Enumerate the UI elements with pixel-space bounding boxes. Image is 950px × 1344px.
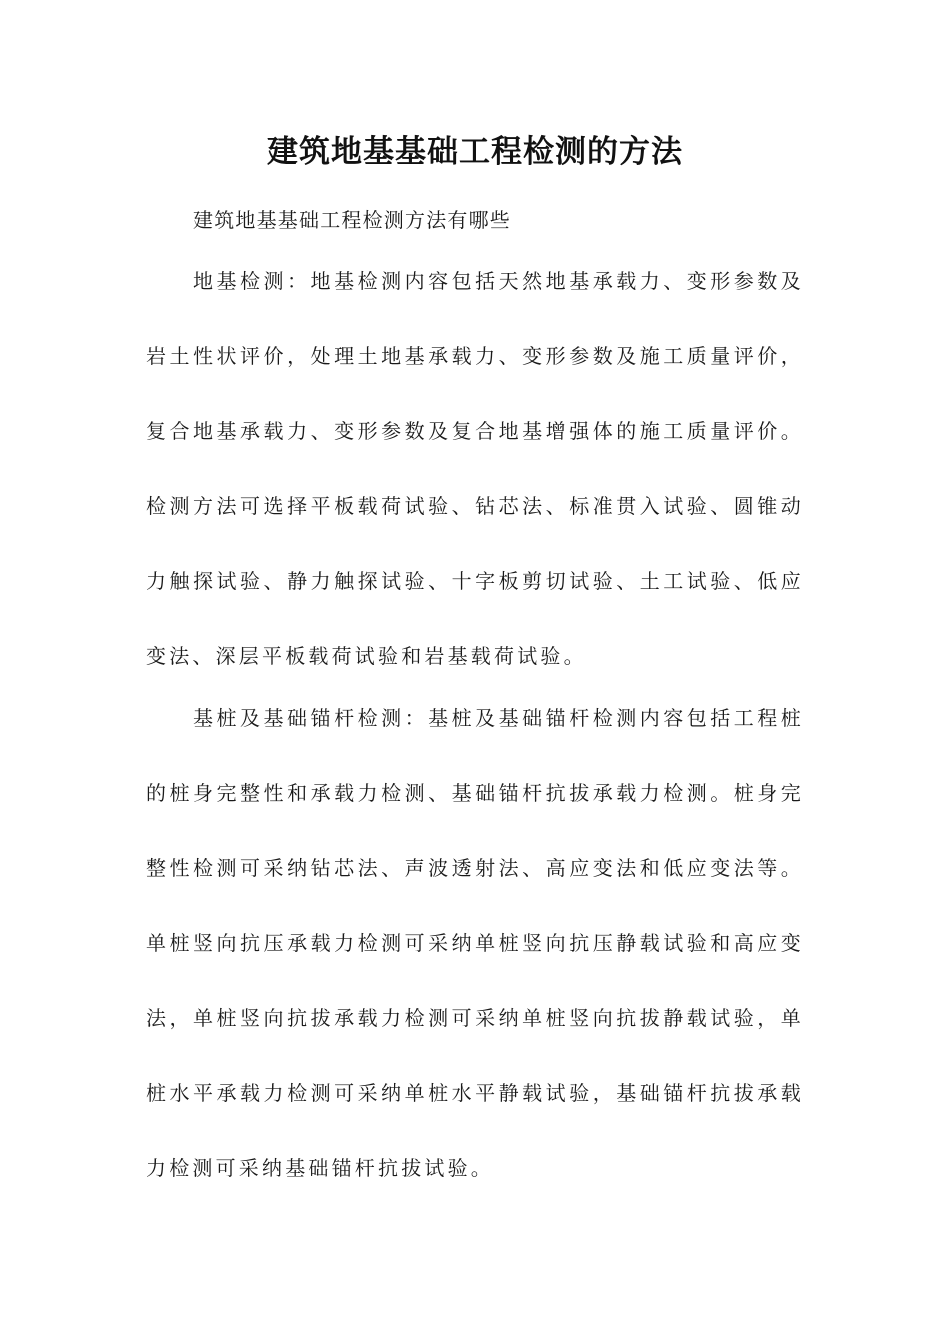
document-title: 建筑地基基础工程检测的方法 bbox=[267, 134, 683, 170]
section-heading: 建筑地基基础工程检测方法有哪些 bbox=[193, 208, 511, 232]
paragraph-pile-anchor-testing: 基桩及基础锚杆检测：基桩及基础锚杆检测内容包括工程桩的桩身完整性和承载力检测、基础锚杆抗拔承载力检测。桩身完整性检测可采纳钻芯法、声波透射法、高应变法和低应变法等。单桩竖向抗压承载力检测可采纳单桩竖向抗压静载试验和高应变法，单桩竖向抗拔承载力检测可采纳单桩竖向抗拔静载试验，单桩水平承载力检测可采纳单桩水平静载试验，基础锚杆抗拔承载力检测可采纳基础锚杆抗拔试验。 bbox=[146, 706, 804, 1180]
paragraph-foundation-testing: 地基检测：地基检测内容包括天然地基承载力、变形参数及岩土性状评价，处理土地基承载力、变形参数及施工质量评价，复合地基承载力、变形参数及复合地基增强体的施工质量评价。检测方法可选择平板载荷试验、钻芯法、标准贯入试验、圆锥动力触探试验、静力触探试验、十字板剪切试验、土工试验、低应变法、深层平板载荷试验和岩基载荷试验。 bbox=[146, 269, 804, 668]
